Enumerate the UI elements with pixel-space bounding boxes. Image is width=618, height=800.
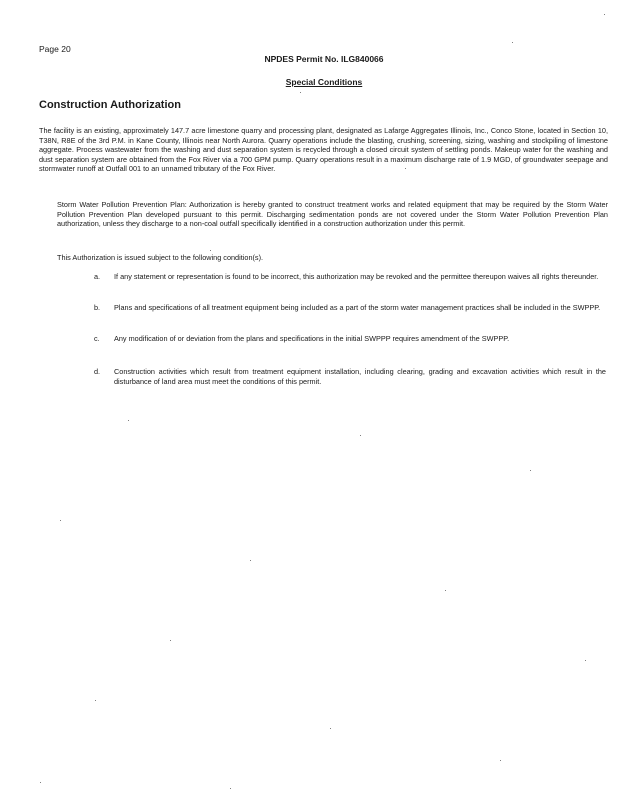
scan-speck <box>585 660 586 661</box>
scan-speck <box>170 640 171 641</box>
scan-speck <box>40 782 41 783</box>
scan-speck <box>250 560 251 561</box>
scan-speck <box>360 435 361 436</box>
scan-speck <box>604 14 605 15</box>
intro-paragraph: The facility is an existing, approximately 147.7 acre limestone quarry and processing plant, designated as Lafarge Aggregates Illinois, Inc., Conco Stone, located in Section 10, T38N, R8E of the 3rd P.M. in Kane County, Illinois near North Aurora. Quarry operations include the blasting, crushing, screening, sizing, washing and stockpiling of limestone aggregate. Process wastewater from the washing and dust separation system is recycled through a closed circuit system of settling ponds. Makeup water for the washing and dust separation system are obtained from the Fox River via a 700 GPM pump. Quarry operations result in a maximum discharge rate of 1.9 MGD, of groundwater seepage and stormwater runoff at Outfall 001 to an unnamed tributary of the Fox River. <box>39 126 608 174</box>
scan-speck <box>300 92 301 93</box>
scan-speck <box>330 728 331 729</box>
scan-speck <box>500 760 501 761</box>
condition-letter: c. <box>94 334 100 343</box>
scan-speck <box>512 42 513 43</box>
scan-speck <box>445 590 446 591</box>
scan-speck <box>230 788 231 789</box>
condition-text: If any statement or representation is found to be incorrect, this authorization may be revoked and the permittee thereupon waives all rights thereunder. <box>114 272 599 281</box>
subject-line: This Authorization is issued subject to the following condition(s). <box>57 253 264 262</box>
scan-speck <box>128 420 129 421</box>
permit-number: NPDES Permit No. ILG840066 <box>264 54 384 64</box>
condition-text: Plans and specifications of all treatment equipment being included as a part of the storm water management practices shall be included in the SWPPP. <box>114 303 601 312</box>
page-number: Page 20 <box>39 44 71 54</box>
condition-letter: a. <box>94 272 101 281</box>
storm-water-paragraph: Storm Water Pollution Prevention Plan: Authorization is hereby granted to construct treatment works and related equipment that may be required by the Storm Water Pollution Prevention Plan developed pursuant to this permit. Discharging sedimentation ponds are not covered under the Storm Water Pollution Prevention Plan authorization, unless they discharge to a non-coal outfall specifically identified in a construction authorization under this permit. <box>57 200 608 229</box>
section-heading: Construction Authorization <box>39 99 181 111</box>
special-conditions-title: Special Conditions <box>285 77 363 87</box>
scan-speck <box>210 250 211 251</box>
scan-speck <box>530 470 531 471</box>
condition-letter: d. <box>94 367 101 376</box>
scan-speck <box>60 520 61 521</box>
scan-speck <box>95 700 96 701</box>
condition-text: Any modification of or deviation from the plans and specifications in the initial SWPPP requires amendment of the SWPPP. <box>114 334 510 343</box>
condition-letter: b. <box>94 303 101 312</box>
condition-text: Construction activities which result from treatment equipment installation, including clearing, grading and excavation activities which result in the disturbance of land area must meet the conditions of this permit. <box>114 367 606 386</box>
